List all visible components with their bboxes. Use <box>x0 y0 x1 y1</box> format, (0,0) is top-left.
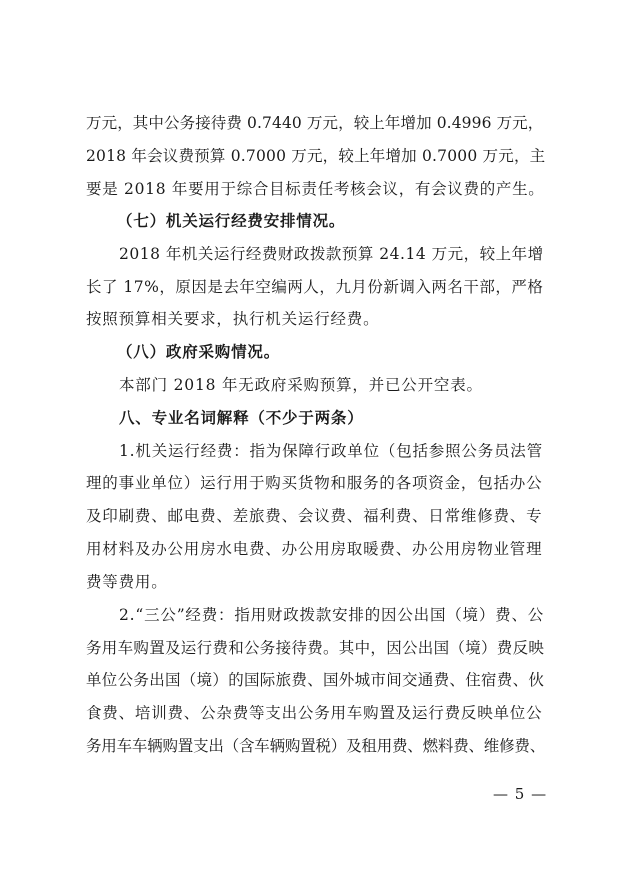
body-line: 用材料及办公用房水电费、办公用房取暖费、办公用房物业管理 <box>86 540 543 558</box>
body-line: 理的事业单位）运行用于购买货物和服务的各项资金，包括办公 <box>86 474 543 492</box>
body-line: 务用车车辆购置支出（含车辆购置税）及租用费、燃料费、维修费、 <box>86 737 546 755</box>
body-line: 食费、培训费、公杂费等支出公务用车购置及运行费反映单位公 <box>86 704 543 722</box>
body-line: 按照预算相关要求，执行机关运行经费。 <box>86 310 380 328</box>
body-line: 单位公务出国（境）的国际旅费、国外城市间交通费、住宿费、伙 <box>86 671 545 689</box>
section-heading: 八、专业名词解释（不少于两条） <box>119 408 364 427</box>
body-line: 长了 17%，原因是去年空编两人，九月份新调入两名干部，严格 <box>86 278 544 296</box>
body-line: 2018 年会议费预算 0.7000 万元，较上年增加 0.7000 万元，主 <box>86 147 546 165</box>
body-line: 要是 2018 年要用于综合目标责任考核会议，有会议费的产生。 <box>86 180 545 198</box>
body-line: 1.机关运行经费：指为保障行政单位（包括参照公务员法管 <box>119 442 543 460</box>
body-line: 万元，其中公务接待费 0.7440 万元，较上年增加 0.4996 万元， <box>86 114 544 132</box>
section-heading: （七）机关运行经费安排情况。 <box>117 211 346 230</box>
body-line: 2018 年机关运行经费财政拨款预算 24.14 万元，较上年增 <box>119 245 544 263</box>
page-number: — 5 — <box>493 785 548 803</box>
body-line: 费等费用。 <box>86 573 168 591</box>
body-line: 本部门 2018 年无政府采购预算，并已公开空表。 <box>119 376 483 394</box>
section-heading: （八）政府采购情况。 <box>117 342 281 361</box>
body-line: 及印刷费、邮电费、差旅费、会议费、福利费、日常维修费、专 <box>86 507 543 525</box>
body-line: 务用车购置及运行费和公务接待费。其中，因公出国（境）费反映 <box>86 639 545 657</box>
body-line: 2.“三公”经费：指用财政拨款安排的因公出国（境）费、公 <box>119 606 545 624</box>
